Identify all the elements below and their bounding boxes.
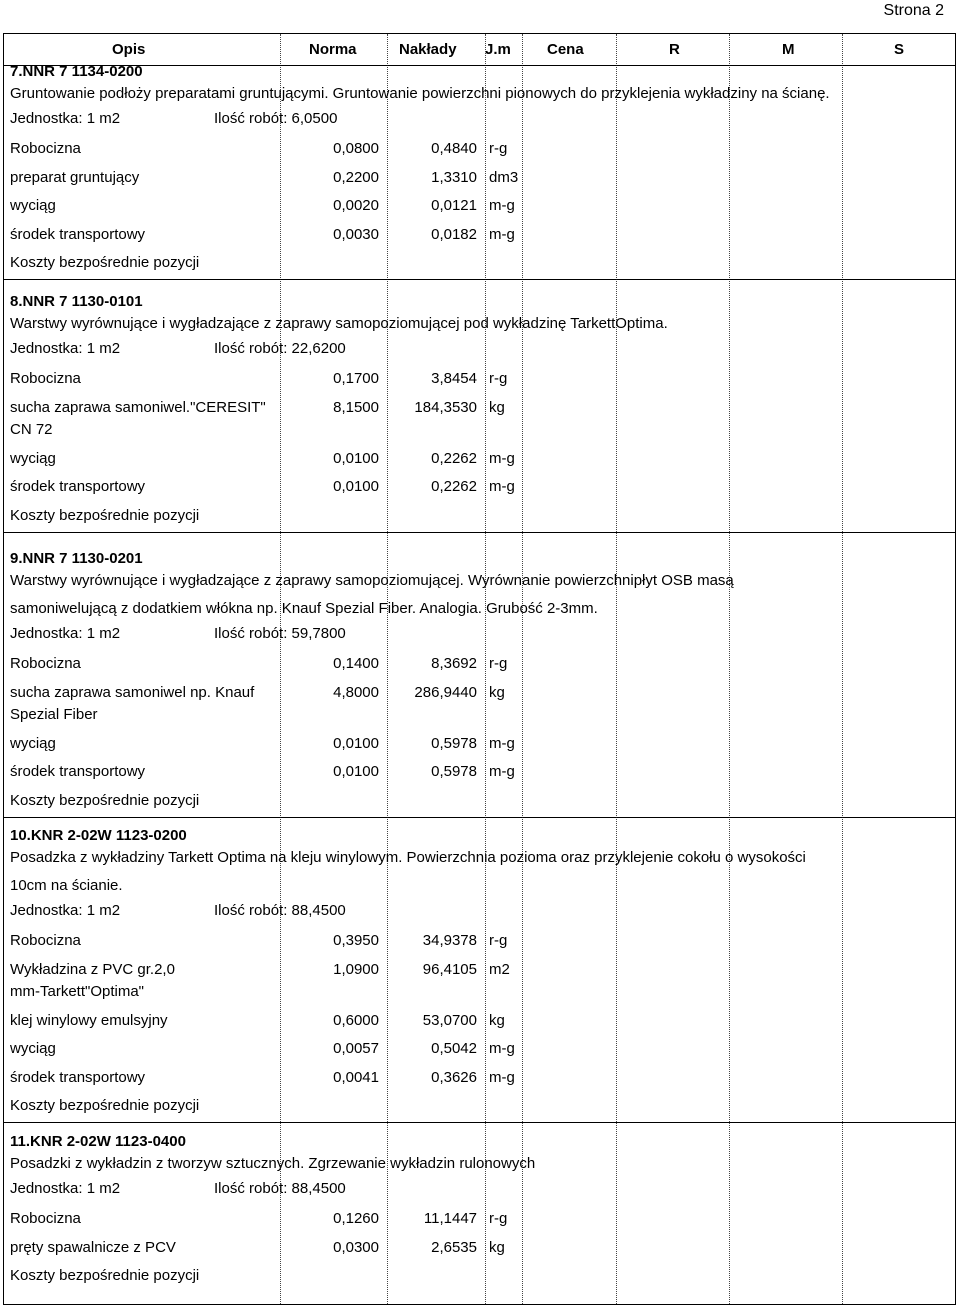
direct-costs-label: Koszty bezpośrednie pozycji	[10, 1267, 200, 1284]
resource-unit: r-g	[489, 655, 508, 672]
resource-norma: 0,0057	[333, 1040, 379, 1057]
resource-norma: 0,0100	[333, 734, 379, 752]
resource-name: preparat gruntujący	[10, 168, 140, 186]
header-opis: Opis	[112, 41, 146, 58]
resource-naklady: 286,9440	[414, 683, 477, 701]
column-separator	[842, 34, 843, 1305]
resource-name: wyciąg	[10, 197, 56, 214]
resource-name: klej winylowy emulsyjny	[10, 1011, 168, 1029]
resource-unit: r-g	[489, 370, 508, 387]
resource-norma: 0,0100	[333, 478, 379, 495]
resource-unit: kg	[489, 398, 505, 416]
item-quantity: Ilość robót: 88,4500	[214, 1180, 346, 1197]
section-divider	[4, 532, 955, 533]
resource-name: środek transportowy	[10, 1068, 146, 1086]
resource-unit: m-g	[489, 197, 515, 214]
resource-norma: 0,0041	[333, 1068, 379, 1086]
resource-name: Robocizna	[10, 1210, 81, 1227]
resource-name: wyciąg	[10, 734, 56, 752]
resource-name: wyciąg	[10, 1040, 56, 1057]
resource-naklady: 1,3310	[431, 168, 477, 186]
resource-name: Robocizna	[10, 370, 81, 387]
resource-unit: r-g	[489, 932, 508, 949]
item-unit: Jednostka: 1 m2	[10, 340, 121, 357]
resource-norma: 0,0100	[333, 763, 379, 780]
item-description: Posadzki z wykładzin z tworzyw sztucznych. Zgrzewanie wykładzin rulonowych	[10, 1155, 536, 1172]
direct-costs-label: Koszty bezpośrednie pozycji	[10, 254, 200, 271]
item-description: Warstwy wyrównujące i wygładzające z zaprawy samopoziomującej pod wykładzinę TarkettOptima.	[10, 315, 668, 332]
resource-naklady: 0,3626	[431, 1068, 477, 1086]
resource-name: sucha zaprawa samoniwel."CERESIT"	[10, 398, 266, 416]
cost-estimate-table	[3, 33, 956, 1305]
resource-unit: m-g	[489, 478, 515, 495]
item-unit: Jednostka: 1 m2	[10, 110, 121, 127]
item-code: 8.NNR 7 1130-0101	[10, 293, 143, 310]
resource-name: Spezial Fiber	[10, 705, 98, 723]
page-number: Strona 2	[883, 2, 944, 19]
item-quantity: Ilość robót: 22,6200	[214, 340, 346, 357]
resource-unit: m-g	[489, 1040, 515, 1057]
resource-norma: 4,8000	[333, 683, 379, 701]
resource-norma: 0,1400	[333, 655, 379, 672]
resource-naklady: 0,5042	[431, 1040, 477, 1057]
item-quantity: Ilość robót: 59,7800	[214, 625, 346, 642]
item-code: 9.NNR 7 1130-0201	[10, 550, 143, 567]
header-s: S	[894, 41, 905, 58]
resource-naklady: 0,0121	[431, 197, 477, 214]
section-divider	[4, 65, 955, 66]
header-norma: Norma	[309, 41, 357, 58]
column-separator	[522, 34, 523, 1305]
header-jm: J.m	[485, 41, 511, 58]
item-code: 7.NNR 7 1134-0200	[10, 63, 143, 80]
resource-unit: kg	[489, 1238, 505, 1256]
resource-norma: 0,6000	[333, 1011, 379, 1029]
resource-naklady: 34,9378	[422, 932, 477, 949]
header-naklady: Nakłady	[399, 41, 457, 58]
resource-name: Wykładzina z PVC gr.2,0	[10, 960, 175, 978]
resource-unit: r-g	[489, 1210, 508, 1227]
item-code: 10.KNR 2-02W 1123-0200	[10, 827, 187, 844]
item-description: Warstwy wyrównujące i wygładzające z zaprawy samopoziomującej. Wyrównanie powierzchnipłyt OSB masą	[10, 572, 734, 589]
resource-norma: 0,0020	[333, 197, 379, 214]
resource-norma: 0,0300	[333, 1238, 379, 1256]
resource-norma: 0,2200	[333, 168, 379, 186]
resource-unit: m-g	[489, 449, 515, 467]
resource-norma: 1,0900	[333, 960, 379, 978]
resource-unit: m2	[489, 960, 510, 978]
resource-naklady: 0,5978	[431, 734, 477, 752]
resource-norma: 0,1260	[333, 1210, 379, 1227]
section-divider	[4, 279, 955, 280]
resource-naklady: 53,0700	[422, 1011, 477, 1029]
resource-unit: kg	[489, 683, 505, 701]
resource-norma: 8,1500	[333, 398, 379, 416]
resource-name: mm-Tarkett"Optima"	[10, 982, 144, 1000]
direct-costs-label: Koszty bezpośrednie pozycji	[10, 506, 200, 524]
resource-unit: r-g	[489, 140, 508, 157]
item-quantity: Ilość robót: 6,0500	[214, 110, 338, 127]
resource-unit: m-g	[489, 225, 515, 243]
resource-unit: kg	[489, 1011, 505, 1029]
resource-unit: dm3	[489, 168, 519, 186]
resource-name: środek transportowy	[10, 478, 146, 495]
resource-name: wyciąg	[10, 449, 56, 467]
header-r: R	[669, 41, 680, 58]
resource-norma: 0,0100	[333, 449, 379, 467]
resource-name: Robocizna	[10, 932, 81, 949]
resource-naklady: 3,8454	[431, 370, 477, 387]
column-separator	[485, 34, 486, 1305]
section-divider	[4, 1122, 955, 1123]
resource-naklady: 184,3530	[414, 398, 477, 416]
resource-norma: 0,3950	[333, 932, 379, 949]
resource-naklady: 2,6535	[431, 1238, 477, 1256]
resource-norma: 0,1700	[333, 370, 379, 387]
header-cena: Cena	[547, 41, 584, 58]
resource-name: Robocizna	[10, 655, 81, 672]
resource-name: pręty spawalnicze z PCV	[10, 1238, 176, 1256]
resource-name: Robocizna	[10, 140, 81, 157]
column-separator	[616, 34, 617, 1305]
item-description: Gruntowanie podłoży preparatami gruntującymi. Gruntowanie powierzchni pionowych do przyklejenia wykładziny na ścianę.	[10, 85, 830, 102]
resource-unit: m-g	[489, 1068, 515, 1086]
item-unit: Jednostka: 1 m2	[10, 625, 121, 642]
resource-norma: 0,0800	[333, 140, 379, 157]
section-divider	[4, 817, 955, 818]
resource-naklady: 0,2262	[431, 449, 477, 467]
resource-name: sucha zaprawa samoniwel np. Knauf	[10, 683, 255, 701]
resource-unit: m-g	[489, 734, 515, 752]
resource-name: środek transportowy	[10, 763, 146, 780]
item-description: Posadzka z wykładziny Tarkett Optima na kleju winylowym. Powierzchnia pozioma oraz przyklejenie cokołu o wysokości	[10, 849, 806, 866]
item-description: samoniwelującą z dodatkiem włókna np. Knauf Spezial Fiber. Analogia. Grubość 2-3mm.	[10, 600, 598, 617]
resource-name: środek transportowy	[10, 225, 146, 243]
resource-naklady: 0,2262	[431, 478, 477, 495]
resource-name: CN 72	[10, 420, 53, 438]
item-code: 11.KNR 2-02W 1123-0400	[10, 1133, 186, 1150]
item-unit: Jednostka: 1 m2	[10, 902, 121, 919]
resource-naklady: 0,5978	[431, 763, 477, 780]
direct-costs-label: Koszty bezpośrednie pozycji	[10, 791, 200, 809]
resource-unit: m-g	[489, 763, 515, 780]
column-separator	[729, 34, 730, 1305]
table-header	[4, 34, 955, 65]
item-unit: Jednostka: 1 m2	[10, 1180, 121, 1197]
resource-naklady: 96,4105	[422, 960, 477, 978]
direct-costs-label: Koszty bezpośrednie pozycji	[10, 1097, 200, 1114]
resource-naklady: 11,1447	[423, 1210, 477, 1227]
resource-naklady: 0,0182	[431, 225, 477, 243]
resource-naklady: 8,3692	[431, 655, 477, 672]
resource-norma: 0,0030	[333, 225, 379, 243]
resource-naklady: 0,4840	[431, 140, 477, 157]
item-quantity: Ilość robót: 88,4500	[214, 902, 346, 919]
item-description: 10cm na ścianie.	[10, 877, 123, 894]
header-m: M	[782, 41, 795, 58]
